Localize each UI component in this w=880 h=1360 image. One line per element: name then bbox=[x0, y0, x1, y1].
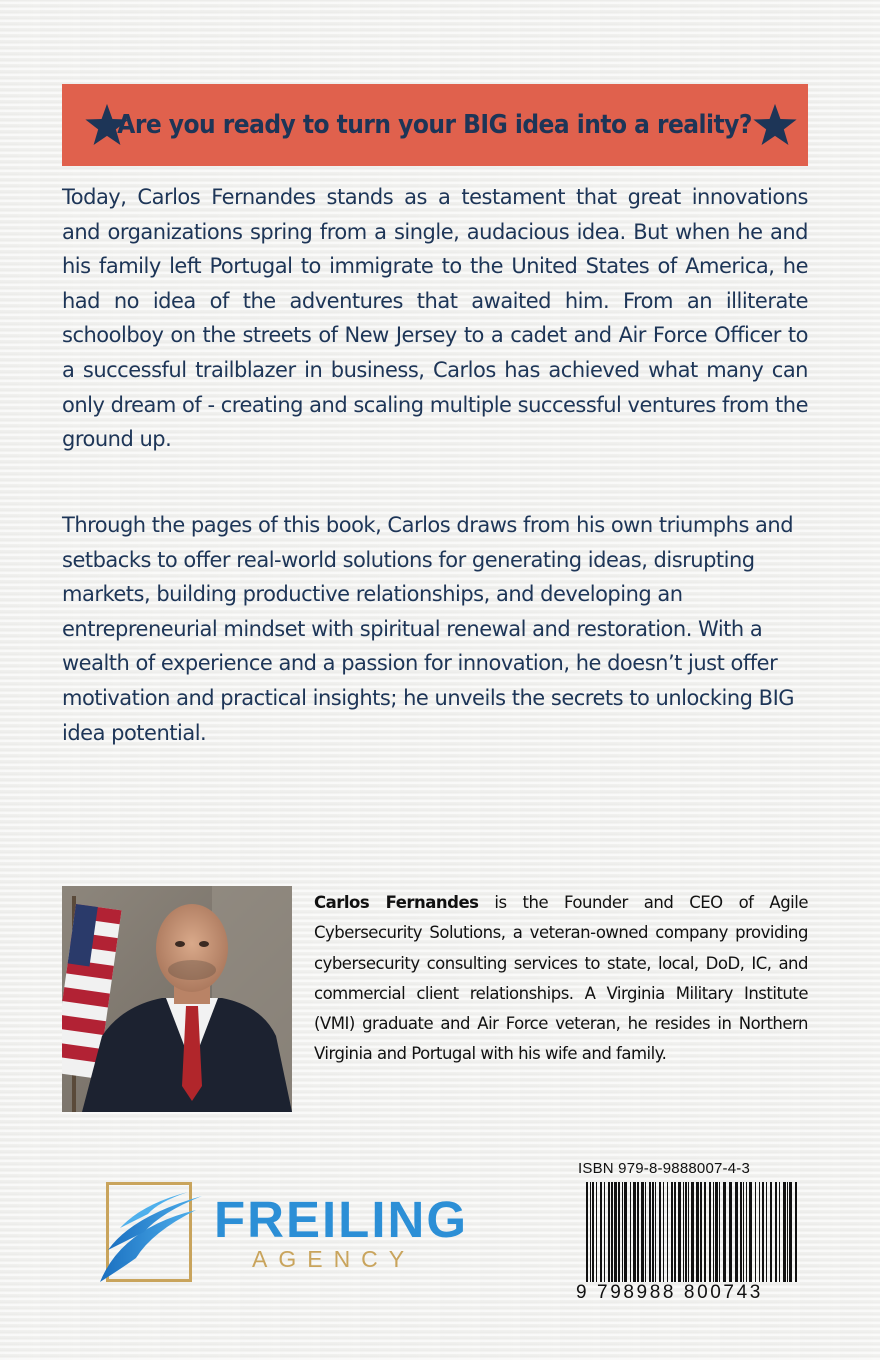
publisher-brand: FREILING bbox=[214, 1191, 468, 1248]
barcode-bar bbox=[600, 1182, 602, 1282]
barcode-bar bbox=[715, 1182, 718, 1282]
barcode-bar bbox=[743, 1182, 744, 1282]
barcode-bar bbox=[637, 1182, 639, 1282]
barcode-bar bbox=[709, 1182, 711, 1282]
barcode-bar bbox=[729, 1182, 732, 1282]
barcode-bar bbox=[789, 1182, 792, 1282]
description-paragraph-2: Through the pages of this book, Carlos draws from his own triumphs and setbacks to offer real-world solutions for generating ideas, disrupting markets, building productive relationships, and developing an entrepreneurial mindset with spiritual renewal and restoration. With a wealth of experience and a passion for innovation, he doesn’t just offer motivation and practical insights; he unveils the secrets to unlocking BIG idea potential. bbox=[62, 513, 795, 745]
swoosh-icon bbox=[92, 1188, 204, 1284]
barcode-bar bbox=[696, 1182, 699, 1282]
barcode-bar bbox=[630, 1182, 631, 1282]
isbn-block bbox=[576, 1160, 808, 1310]
barcode-bar bbox=[749, 1182, 752, 1282]
barcode-bar bbox=[633, 1182, 636, 1282]
barcode-bar bbox=[787, 1182, 788, 1282]
barcode-bar bbox=[740, 1182, 742, 1282]
barcode-bar bbox=[614, 1182, 617, 1282]
barcode-bar bbox=[735, 1182, 738, 1282]
barcode bbox=[586, 1182, 800, 1282]
barcode-bar bbox=[604, 1182, 605, 1282]
barcode-bar bbox=[759, 1182, 760, 1282]
barcode-bar bbox=[652, 1182, 654, 1282]
barcode-bar bbox=[746, 1182, 747, 1282]
barcode-bar bbox=[766, 1182, 767, 1282]
barcode-bar bbox=[624, 1182, 627, 1282]
barcode-bar bbox=[671, 1182, 673, 1282]
barcode-bar bbox=[755, 1182, 756, 1282]
barcode-bar bbox=[795, 1182, 797, 1282]
barcode-bar bbox=[688, 1182, 689, 1282]
barcode-bar bbox=[649, 1182, 651, 1282]
barcode-bar bbox=[586, 1182, 588, 1282]
isbn-label: ISBN 979-8-9888007-4-3 bbox=[578, 1160, 751, 1177]
barcode-bar bbox=[618, 1182, 620, 1282]
barcode-bar bbox=[667, 1182, 668, 1282]
star-icon bbox=[752, 102, 798, 148]
barcode-bar bbox=[783, 1182, 786, 1282]
publisher-sub: AGENCY bbox=[252, 1246, 416, 1272]
headline-banner bbox=[62, 84, 808, 166]
author-bio bbox=[314, 888, 808, 1070]
barcode-bar bbox=[713, 1182, 714, 1282]
barcode-bar bbox=[608, 1182, 610, 1282]
description-paragraph-1: Today, Carlos Fernandes stands as a testament that great innovations and organizations spring from a single, audacious idea. But when he and his family left Portugal to immigrate to the United States of America, he had no idea of the adventures that awaited him. From an illiterate schoolboy on the streets of New Jersey to a cadet and Air Force Officer to a successful trailblazer in business, Carlos has achieved what many can only dream of - creating and scaling multiple successful ventures from the ground up. bbox=[62, 185, 808, 452]
barcode-bar bbox=[700, 1182, 702, 1282]
barcode-bar bbox=[704, 1182, 706, 1282]
barcode-bar bbox=[770, 1182, 772, 1282]
barcode-bar bbox=[659, 1182, 661, 1282]
barcode-bar bbox=[622, 1182, 623, 1282]
barcode-bar bbox=[641, 1182, 644, 1282]
barcode-bar bbox=[645, 1182, 646, 1282]
barcode-bar bbox=[655, 1182, 656, 1282]
barcode-bar bbox=[775, 1182, 777, 1282]
barcode-bar bbox=[719, 1182, 720, 1282]
barcode-bar bbox=[674, 1182, 676, 1282]
barcode-bar bbox=[611, 1182, 613, 1282]
barcode-bar bbox=[779, 1182, 780, 1282]
barcode-bar bbox=[590, 1182, 591, 1282]
barcode-bar bbox=[678, 1182, 681, 1282]
headline: Are you ready to turn your BIG idea into a reality? bbox=[117, 110, 753, 140]
publisher-logo bbox=[92, 1180, 522, 1290]
barcode-bar bbox=[663, 1182, 664, 1282]
barcode-bar bbox=[592, 1182, 594, 1282]
barcode-bar bbox=[762, 1182, 764, 1282]
barcode-bar bbox=[685, 1182, 687, 1282]
author-name: Carlos Fernandes bbox=[314, 893, 479, 912]
author-photo bbox=[62, 886, 292, 1112]
barcode-bar bbox=[596, 1182, 597, 1282]
barcode-bar bbox=[691, 1182, 694, 1282]
author-bio-text: is the Founder and CEO of Agile Cybersecurity Solutions, a veteran-owned company providing cybersecurity consulting services to state, local, DoD, IC, and commercial client relationships. A Virginia Military Institute (VMI) graduate and Air Force veteran, he resides in Northern Virginia and Portugal with his wife and family. bbox=[314, 893, 808, 1064]
barcode-bar bbox=[683, 1182, 684, 1282]
barcode-bar bbox=[723, 1182, 726, 1282]
isbn-digits: 9 798988 800743 bbox=[576, 1282, 763, 1303]
